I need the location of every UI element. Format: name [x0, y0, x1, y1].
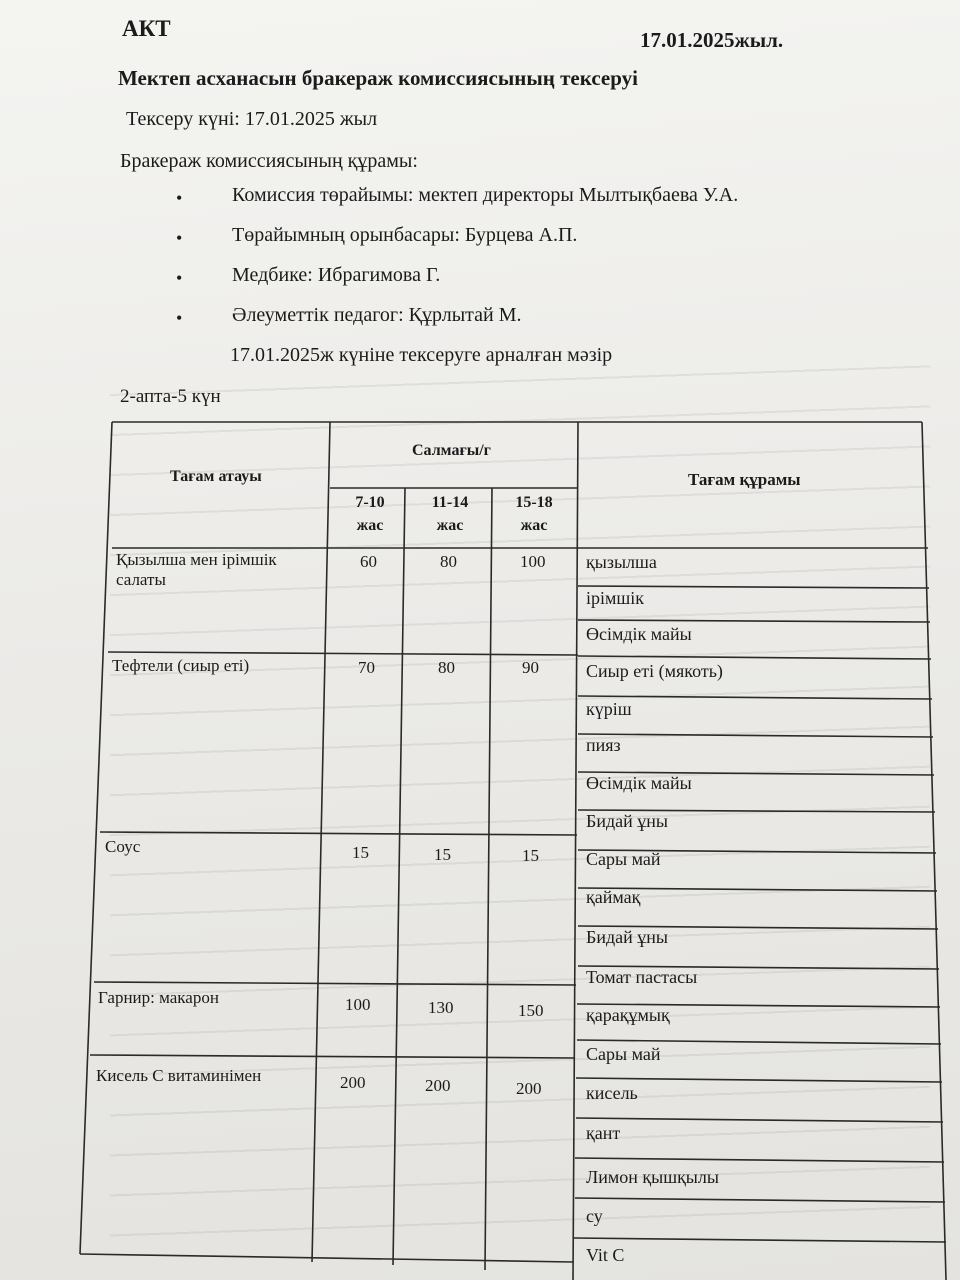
ingredient-item: Бидай ұны — [586, 811, 668, 831]
member-text: Комиссия төрайымы: мектеп директоры Мылтықбаева У.А. — [232, 184, 739, 206]
header-age-7-10-suffix: жас — [356, 517, 384, 534]
ingredient-item: Өсімдік майы — [586, 624, 692, 644]
act-date: 17.01.2025жыл. — [640, 28, 784, 52]
bullet-icon: • — [176, 188, 183, 208]
bullet-icon: • — [176, 308, 183, 328]
ingredient-item: Vit C — [586, 1245, 625, 1265]
member-text: Төрайымның орынбасары: Бурцева А.П. — [232, 224, 578, 246]
weight-11-14: 80 — [440, 552, 457, 571]
ingredient-item: Сиыр еті (мякоть) — [586, 661, 723, 681]
weight-11-14: 200 — [425, 1076, 451, 1095]
menu-title: 17.01.2025ж күніне тексеруге арналған мәзір — [230, 344, 613, 366]
commission-composition-label: Бракераж комиссиясының құрамы: — [120, 150, 418, 172]
ingredient-item: ірімшік — [586, 588, 644, 608]
ingredient-item: күріш — [586, 699, 632, 719]
bullet-icon: • — [176, 228, 183, 248]
weight-11-14: 15 — [434, 845, 451, 864]
weight-7-10: 200 — [340, 1073, 366, 1092]
document-title: Мектеп асханасын бракераж комиссиясының тексеруі — [118, 66, 638, 90]
ingredient-item: Сары май — [586, 1044, 661, 1064]
weight-7-10: 60 — [360, 552, 377, 571]
dish-name: Кисель С витаминімен — [96, 1066, 262, 1085]
ingredient-item: Сары май — [586, 849, 661, 869]
weight-11-14: 80 — [438, 658, 455, 677]
weight-15-18: 150 — [518, 1001, 544, 1020]
week-day-label: 2-апта-5 күн — [120, 386, 221, 407]
header-age-15-18-suffix: жас — [520, 517, 548, 534]
weight-15-18: 90 — [522, 658, 539, 677]
header-dish-name: Тағам атауы — [170, 468, 262, 485]
ingredient-item: кисель — [586, 1083, 638, 1103]
ingredient-item: пияз — [586, 735, 621, 755]
ingredient-item: Лимон қышқылы — [586, 1167, 719, 1187]
header-age-11-14: 11-14 — [431, 494, 469, 511]
dish-name: Қызылша мен ірімшік — [116, 550, 277, 569]
header-composition: Тағам құрамы — [688, 470, 801, 489]
weight-15-18: 15 — [522, 846, 539, 865]
weight-7-10: 15 — [352, 843, 369, 862]
ingredient-item: қарақұмық — [586, 1005, 670, 1025]
ingredient-item: қаймақ — [586, 887, 641, 907]
ingredient-item: қант — [586, 1123, 621, 1143]
act-heading: АКТ — [122, 16, 171, 41]
ingredient-item: қызылша — [586, 552, 657, 572]
ingredient-item: Томат пастасы — [586, 967, 698, 987]
bullet-icon: • — [176, 268, 183, 288]
dish-name: Тефтели (сиыр еті) — [112, 656, 250, 675]
dish-name: Соус — [105, 837, 141, 856]
member-text: Әлеуметтік педагог: Құрлытай М. — [232, 304, 522, 326]
weight-7-10: 100 — [345, 995, 371, 1014]
member-text: Медбике: Ибрагимова Г. — [232, 264, 441, 286]
check-date: Тексеру күні: 17.01.2025 жыл — [126, 108, 378, 130]
ingredient-item: Бидай ұны — [586, 927, 668, 947]
ingredient-item: Өсімдік майы — [586, 773, 692, 793]
weight-11-14: 130 — [428, 998, 454, 1017]
dish-name-cont: салаты — [116, 570, 166, 589]
header-age-11-14-suffix: жас — [436, 517, 464, 534]
weight-15-18: 100 — [520, 552, 546, 571]
header-weight: Салмағы/г — [412, 442, 491, 459]
header-age-7-10: 7-10 — [355, 494, 385, 511]
weight-7-10: 70 — [358, 658, 375, 677]
weight-15-18: 200 — [516, 1079, 542, 1098]
dish-name: Гарнир: макарон — [98, 988, 219, 1007]
ingredient-item: су — [586, 1206, 603, 1226]
header-age-15-18: 15-18 — [515, 494, 553, 511]
